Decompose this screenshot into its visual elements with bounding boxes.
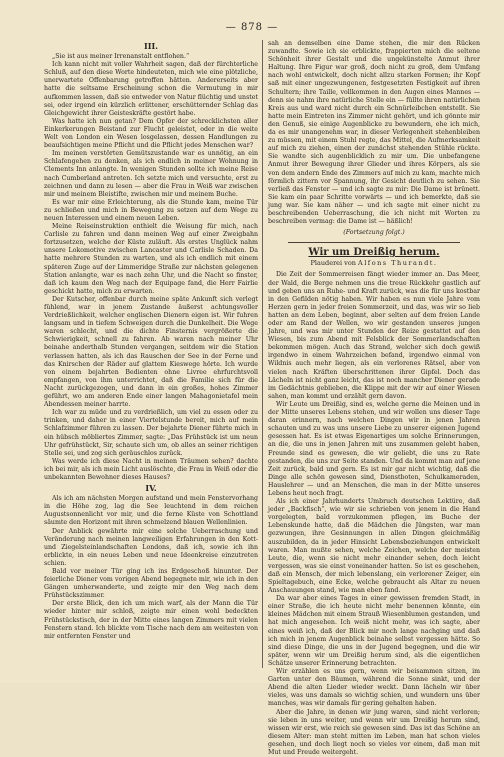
section-rule xyxy=(288,242,460,243)
section-iii-body xyxy=(44,53,258,482)
paragraph: Da war aber eines Tages in einer gewissen fremden Stadt, in einer Straße, die ich heute nicht mehr benennen könnte, ein kleines Mädchen mit einem Strauß Wiesenblumen gestanden, und hat mich angesehen. Ich weiß nicht mehr, was ich sagte, aber eines weiß ich, daß der Blick mir noch lange nachging und daß ich mich in jenem Augenblick beinahe selbst vergessen hätte. So sind diese Dinge, die uns in der Jugend begegnen, und die wir später, wenn wir um Dreißig herum sind, als die eigentlichen Schätze unserer Erinnerung betrachten. xyxy=(268,595,480,668)
paragraph: Was hatte ich nun getan? Dem Opfer der schrecklichsten aller Einkerkerungen Beistand zur Flucht geleistet, oder in die weite Welt von London ein Wesen losgelassen, dessen Handlungen zu beaufsichtigen meine Pflicht und die Pflicht jedes Menschen war? xyxy=(44,118,258,150)
paragraph: Die Zeit der Sommerreisen fängt wieder immer an. Das Meer, der Wald, die Berge nehmen uns die treue Rückkehr gastlich auf und geben uns an Ruhe- und Kraft zurück, was die für uns kostbar in den Gefilden nötig haben. Wir haben es nun viele Jahre vom Herzen gern in jeder freien Sommerzeit, und das, was wir so lieb hatten an dem Leben, beginnt, aber selten auf dem freien Lande oder am Rand der Wellen, wo wir gestanden unseres jungen Jahre, und was mir unter Stunden der Reize gestattet auf den Wiesen, bis zum Abend mit Felsblick der Sommerlandschaften bekommen mögen. Auch das Strand, welcher sich doch gewiß irgendwo in einem Wahrzeichen befand, irgendwo einmal von Wildnis auch mehr liegen, als ein verlorenes Rätsel, aber von vielen nach Kräften überschrittenen ihrer Gipfel. Doch das Lächeln ist nicht ganz leicht, das ist noch mancher Diener gerade im Gedächtnis geblieben, die Klippe mit der wir auf einer Wiesen sahen, man kommt und erzählt gern davon. xyxy=(268,271,480,401)
paragraph: Der Anblick gewährte mir eine solche Ueberraschung und Veränderung nach meinen langweiligen Erfahrungen in den Kott- und Ziegelsteinlandschaften Londons, daß ich, sowie ich ihn erblickte, in ein neues Leben und neue Ideenkreise einzutreten schien. xyxy=(44,528,258,568)
paragraph: Ich war zu müde und zu verdrießlich, um viel zu essen oder zu trinken, und daher in einer Viertelstunde bereit, mich auf mein Schlafzimmer führen zu lassen. Der bejahrte Diener führte mich in ein hübsch möbliertes Zimmer, sagte: „Das Frühstück ist um neun Uhr gefrühstückt, Sir, schaute sich um, ob alles an seiner richtigen Stelle sei, und zog sich geräuschlos zurück. xyxy=(44,409,258,458)
article-body xyxy=(268,271,480,757)
paragraph: Wir Leute um Dreißig, sind es, welche gerne die Meinen und in der Mitte unseres Lebens stehen, und wir wollen uns dieser Tage daran erinnern, nach welchen Dingen wir in jenen Jahren schauten und zu was uns unsere Liebe zu unserer eigenen Jugend gesessen hat. Es ist etwas Eigenartiges um solche Erinnerungen, an die, die uns in jenen Jahren mit uns zusammen gelebt haben, Freunde sind es gewesen, die wir geliebt, die uns zu Rate gestanden, die uns zur Seite standen. Und da kommt man auf jene Zeit zurück, bald und gern. Es ist mir gar nicht wichtig, daß die Dinge alle schön gewesen sind, Dienstboten, Schulkameraden, Hauslehrer — und an Menschen, die man in der Mitte unseres Lebens heut noch fragt. xyxy=(268,401,480,498)
to-be-continued: (Fortsetzung folgt.) xyxy=(268,229,480,237)
paragraph: Im meinen verstörten Gemütszustande war es unnötig, an ein Schlafengehen zu denken, als ich endlich in meiner Wohnung in Clements Inn anlangte. In wenigen Stunden sollte ich meine Reise nach Cumberland antreten. Ich setzte mich und versuchte, erst zu zeichnen und dann zu lesen — aber die Frau in Weiß war zwischen mir und meinem Bleistifte, zwischen mir und meinem Buche. xyxy=(44,150,258,199)
paragraph: Als ich einer Jahrhunderts Umbruch deutschen Lektüre, daß jeder „Backfisch“, wie wir sie schrieben von jenem in die Hand vorgelegten, bald vorzukommen pflegen, im Buche der Lebenskunde hatte, daß die Mädchen die Jüngsten, war man gezwungen, ihre Gesinnungen in allen Dingen gleichmäßig auszubilden, da in jeder Hinsicht Lebensbeziehungen entwickelt waren. Man mußte sehen, welche Zeichen, welche der meisten Leute, die, wenn sie nicht mehr einander sehen, doch leicht vergessen, was sie einst voneinander hatten. So ist es geschehen, daß ein Mensch, der mich lebenslang, ein verlorener Zeiger, ein Spieltagebuch, eine Ecke, welche gebraucht als Altar zu neuen Anschauungen stand, wie man eben fand. xyxy=(268,498,480,595)
byline xyxy=(268,259,480,267)
paragraph: „Sie ist aus meiner Irrenanstalt entflohen.“ xyxy=(44,53,258,61)
paragraph: Als ich am nächsten Morgen aufstand und mein Fenstervorhang in die Höhe zog, lag die See leuchtend in dem reichen Augustsonnenlicht vor mir, und die ferne Küste von Schottland säumte den Horizont mit ihren schmelzend blauen Wellenlinien. xyxy=(44,495,258,527)
page-number: — 878 — xyxy=(0,22,504,33)
byline-prefix: Plauderei von xyxy=(311,259,356,267)
right-column xyxy=(268,40,480,668)
paragraph: sah an demselben eine Dame stehen, die mir den Rücken zuwandte. Sowie ich sie erblickte, frappierten mich die seltene Schönheit ihrer Gestalt und die ungekünstelte Anmut ihrer Haltung. Ihre Figur war groß, doch nicht zu groß, dem Umfang nach wohl entwickelt, doch nicht allzu starken Formen; ihr Kopf saß mit einer ungezwungenen, festgesetzten Festigkeit auf ihren Schultern; ihre Taille, vollkommen in den Augen eines Mannes — denn sie nahm ihre natürliche Stelle ein — füllte ihren natürlichen Kreis aus und ward nicht durch ein Schnürleibchen entstellt. Sie hatte mein Eintreten ins Zimmer nicht gehört, und ich gönnte mir den Genuß, sie einige Augenblicke zu bewundern, ehe ich mich, da es mir unangenehm war, in dieser Verlegenheit stehenbleiben zu müssen, mit einem Stuhl regte, das Mittel, die Aufmerksamkeit auf mich zu ziehen, einen der zunächst stehenden Stühle rückte. Sie wandte sich augenblicklich zu mir um. Die unbefangene Anmut ihrer Bewegung ihrer Glieder und ihres Körpers, als sie von dem andern Ende des Zimmers auf mich zu kam, machte mich förmlich zittern vor Spannung, ihr Gesicht deutlich zu sehen. Sie verließ das Fenster — und ich sagte zu mir: Die Dame ist brünett. Sie kam ein paar Schritte vorwärts — und ich bemerkte, daß sie jung war. Sie kam näher — und ich sagte mit einer nicht zu beschreibenden Ueberraschung, die ich nicht mit Worten zu beschreiben vermag: die Dame ist — häßlich! xyxy=(268,40,480,226)
paragraph: Es war mir eine Erleichterung, als die Stunde kam, meine Tür zu schließen und mich in Bewegung zu setzen auf dem Wege zu neuen Interessen und einem neuen Leben. xyxy=(44,199,258,223)
paragraph: Meine Reiseinstruktion enthielt die Weisung für mich, nach Carlisle zu fahren und dann meinen Weg auf einer Zweigbahn fortzusetzen, welche der Küste zuläuft. Als erstes Unglück nahm unsere Lokomotive zwischen Lancaster und Carlisle Schaden. Da hatte mehrere Stunden zu warten, und als ich endlich mit einem späteren Zuge auf der Limmeridge Straße zur nächsten gelegenen Station anlangte, war es nach zehn Uhr, und die Nacht so finster, daß ich kaum den Weg nach der Equipage fand, die Herr Fairlie geschickt hatte, mich zu erwarten. xyxy=(44,223,258,296)
column-divider xyxy=(262,40,263,668)
section-iv-body xyxy=(44,495,258,641)
story-continuation xyxy=(268,40,480,226)
paragraph: Ich kann nicht mit voller Wahrheit sagen, daß der fürchterliche Schluß, auf den diese Worte hindeuteten, mich wie eine plötzliche, unerwartete Offenbarung getroffen hätten. Andererseits aber hatte die seltsame Erscheinung schon die Vermutung in mir aufkommen lassen, daß sie entweder von Natur flüchtig und unstet sei, oder irgend ein kürzlich erlittener, erschütternder Schlag das Gleichgewicht ihrer Geisteskräfte gestört habe. xyxy=(44,61,258,118)
paragraph: Bald vor meiner Tür ging ich ins Erdgeschoß hinunter. Der feierliche Diener vom vorigen Abend begegnete mir, wie ich in den Gängen umherwanderte, und zeigte mir den Weg nach dem Frühstückszimmer. xyxy=(44,568,258,600)
byline-author: Alfons Thurandt. xyxy=(358,259,437,267)
paragraph: Wir erzählen es uns gern, wenn wir beisammen sitzen, im Garten unter den Bäumen, während die Sonne sinkt, und der Abend die alten Lieder wieder weckt. Dann lächeln wir über vieles, was uns damals so wichtig schien, und wundern uns über manches, was wir damals für gering gehalten haben. xyxy=(268,668,480,708)
paragraph: Aber die Jahre, in denen wir jung waren, sind nicht verloren; sie leben in uns weiter, und wenn wir um Dreißig herum sind, wissen wir erst, wie reich sie gewesen sind. Das ist das Schöne an diesem Alter: man steht mitten im Leben, man hat schon vieles gesehen, und doch liegt noch so vieles vor einem, daß man mit Mut und Freude weitergeht. xyxy=(268,709,480,757)
paragraph: Der Kutscher, offenbar durch meine späte Ankunft sich verlegt fühlend, war in jenem Zustande äußerst achtungsvoller Verdrießlichkeit, welcher englischen Dienern eigen ist. Wir fuhren langsam und in tiefem Schweigen durch die Dunkelheit. Die Wege waren schlecht, und die dichte Finsternis vergrößerte die Schwierigkeit, schnell zu fahren. Ab waren nach meiner Uhr beinahe anderthalb Stunden vergangen, seitdem wir die Station verlassen hatten, als ich das Rauschen der See in der Ferne und das Knirschen der Räder auf glattem Kieswege hörte. Ich wurde von einem bejahrten Bedienten ohne Livree ehrfurchtsvoll empfangen, von ihm unterrichtet, daß die Familie sich für die Nacht zurückgezogen, und dann in ein großes, hohes Zimmer geführt, wo am anderen Ende einer langen Mahagonietafel mein Abendessen meiner harrte. xyxy=(44,296,258,409)
left-column xyxy=(44,40,258,668)
paragraph: Der erste Blick, den ich um mich warf, als der Mann die Tür wieder hinter mir schloß, zeigte mir einen wohl bedeckten Frühstückstisch, der in der Mitte eines langen Zimmers mit vielen Fenstern stand. Ich blickte vom Tische nach dem am weitesten von mir entfernten Fenster und xyxy=(44,600,258,640)
section-heading-iv: IV. xyxy=(44,484,258,492)
article-title: Wir um Dreißig herum. xyxy=(268,249,480,257)
paragraph: Was werde ich diese Nacht in meinen Träumen sehen? dachte ich bei mir, als ich mein Licht auslöschte, die Frau in Weiß oder die unbekannten Bewohner dieses Hauses? xyxy=(44,458,258,482)
section-heading-iii: III. xyxy=(44,42,258,50)
